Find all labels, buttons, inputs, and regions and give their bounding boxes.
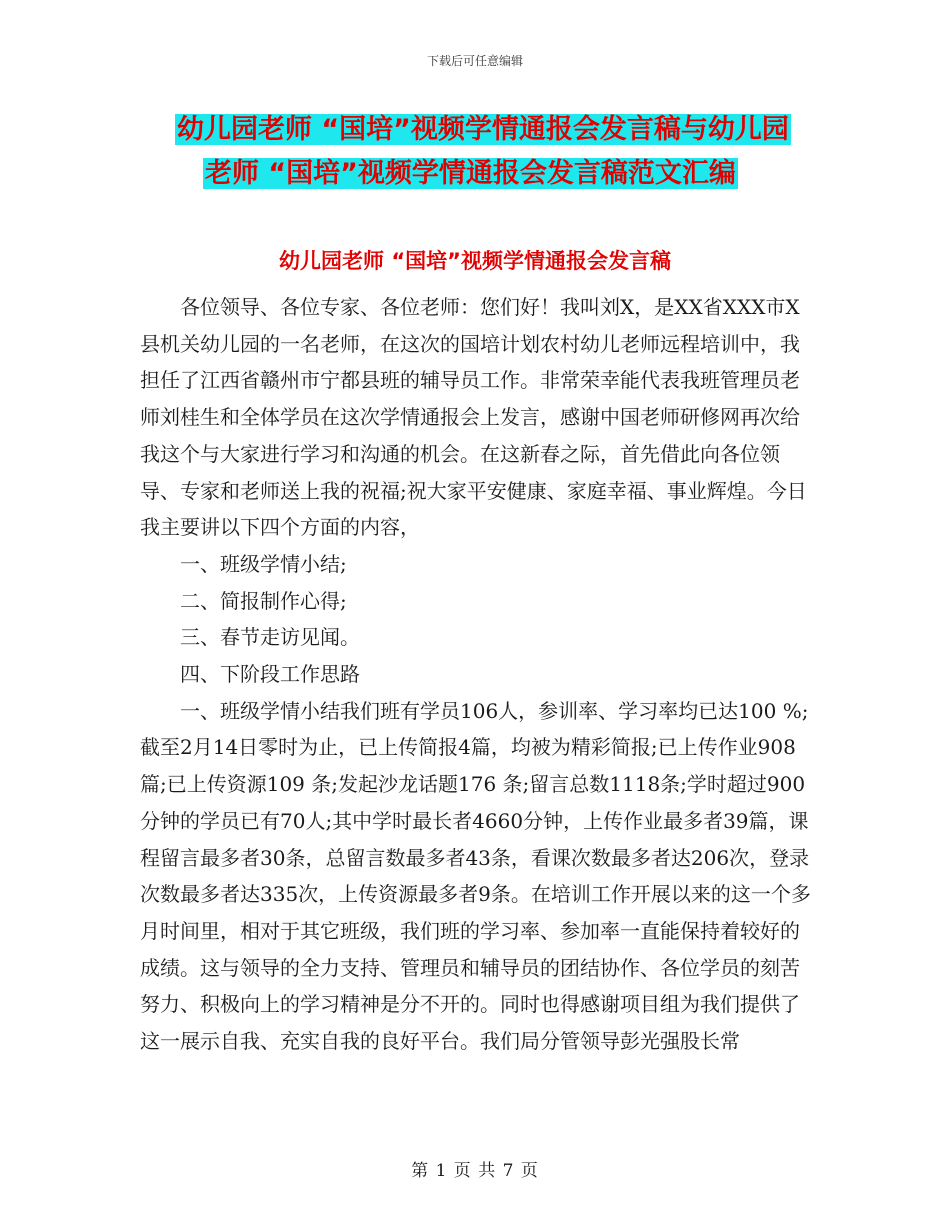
paragraph-class-summary: 一、班级学情小结我们班有学员106人，参训率、学习率均已达100 %;截至2月14日零时为止，已上传简报4篇，均被为精彩简报;已上传作业908篇;已上传资源109 条;发起沙龙话题176 条;留言总数1118条;学时超过900分钟的学员已有70人;其中学时最长者4660分钟，上传作业最多者39篇，课程留言最多者30条，总留言数最多者43条，看课次数最多者达206次，登录次数最多者达335次，上传资源最多者9条。在培训工作开展以来的这一个多月时间里，相对于其它班级，我们班的学习率、参加率一直能保持着较好的成绩。这与领导的全力支持、管理员和辅导员的团结协作、各位学员的刻苦努力、积极向上的学习精神是分不开的。同时也得感谢项目组为我们提供了这一展示自我、充实自我的良好平台。我们局分管领导彭光强股长常 xyxy=(140,698,811,1054)
paragraph-greeting: 各位领导、各位专家、各位老师：您们好！我叫刘X，是XX省XXX市X县机关幼儿园的一名老师，在这次的国培计划农村幼儿老师远程培训中，我担任了江西省赣州市宁都县班的辅导员工作。非常荣幸能代表我班管理员老师刘桂生和全体学员在这次学情通报会上发言，感谢中国老师研修网再次给我这个与大家进行学习和沟通的机会。在这新春之际，首先借此向各位领导、专家和老师送上我的祝福;祝大家平安健康、家庭幸福、事业辉煌。今日我主要讲以下四个方面的内容， xyxy=(140,295,807,540)
list-item: 一、班级学情小结; xyxy=(180,551,347,576)
list-item: 四、下阶段工作思路 xyxy=(180,662,360,687)
section-title: 幼儿园老师 “国培”视频学情通报会发言稿 xyxy=(279,249,671,273)
document-title xyxy=(175,108,825,196)
page-header-note: 下载后可任意编辑 xyxy=(426,54,523,68)
body-text xyxy=(140,289,812,1060)
title-line-2-text: 老师 “国培”视频学情通报会发言稿范文汇编 xyxy=(205,158,736,189)
title-line-1 xyxy=(175,108,825,152)
title-line-2 xyxy=(175,152,825,196)
list-item: 二、简报制作心得; xyxy=(180,588,347,613)
page-number: 第 1 页 共 7 页 xyxy=(411,1161,539,1181)
list-item: 三、春节走访见闻。 xyxy=(180,625,360,650)
title-line-1-text: 幼儿园老师 “国培”视频学情通报会发言稿与幼儿园 xyxy=(177,114,789,145)
